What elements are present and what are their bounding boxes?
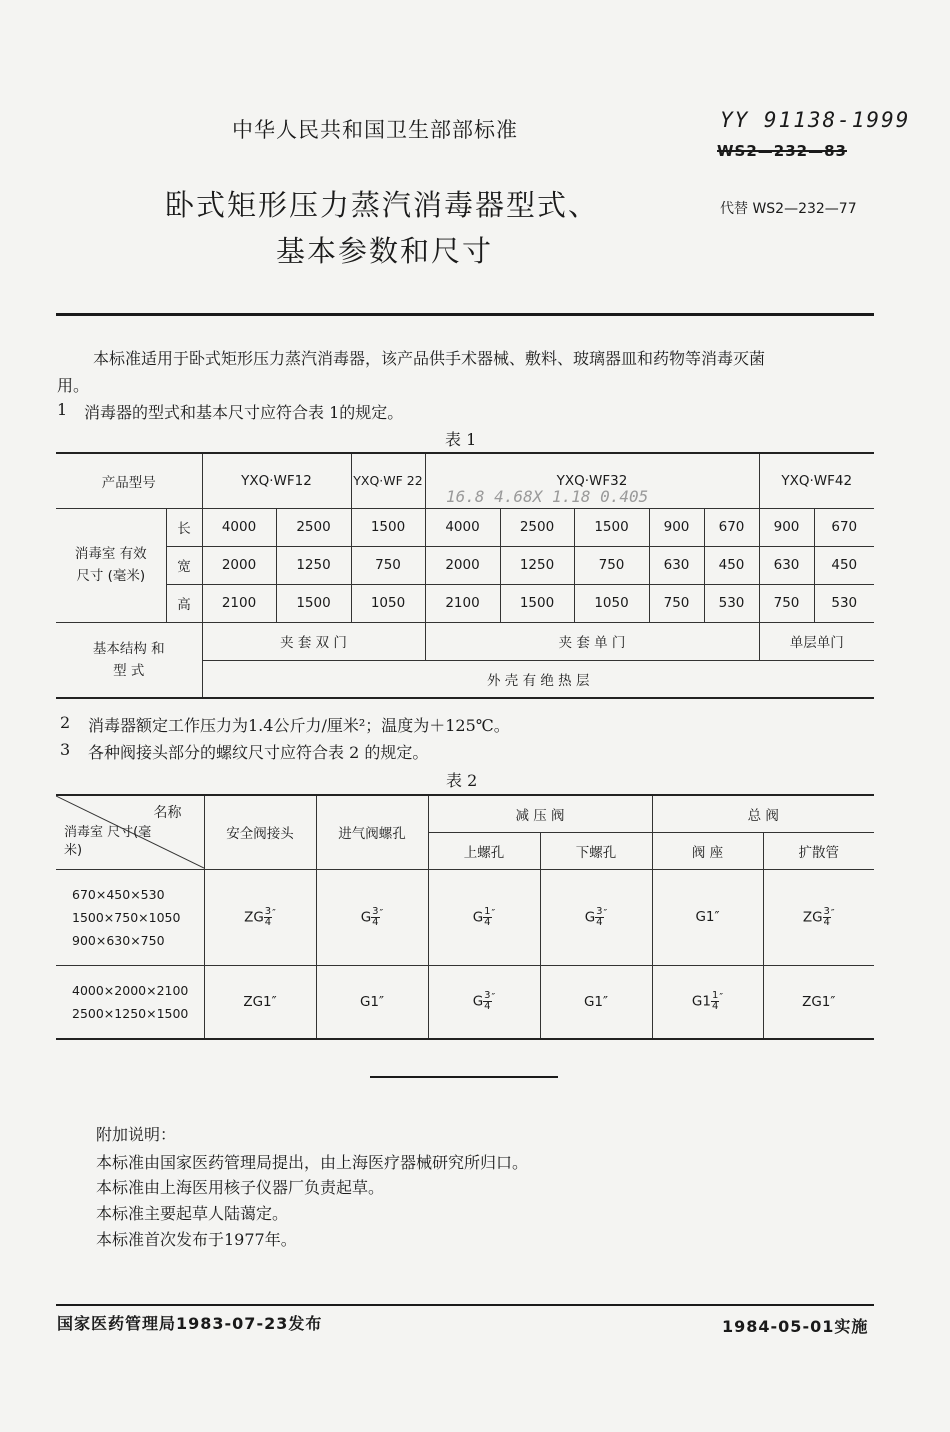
corner-size-label: 消毒室 尺寸(毫米) bbox=[64, 825, 152, 858]
row2-lower: G1″ bbox=[540, 965, 652, 1039]
row2-safety: ZG1″ bbox=[204, 965, 316, 1039]
length-cell: 2500 bbox=[500, 508, 574, 546]
model-wf32: YXQ·WF32 bbox=[425, 453, 759, 508]
sub-lower-thread: 下螺孔 bbox=[540, 832, 652, 869]
group-main-valve: 总 阀 bbox=[652, 795, 874, 832]
row2-sizes bbox=[56, 965, 204, 1039]
height-cell: 1050 bbox=[351, 584, 425, 622]
end-rule bbox=[370, 1076, 558, 1078]
width-cell: 750 bbox=[574, 546, 649, 584]
clause-3-text: 各种阀接头部分的螺纹尺寸应符合表 2 的规定。 bbox=[88, 743, 429, 762]
height-cell: 750 bbox=[649, 584, 704, 622]
group-reducing-valve: 减 压 阀 bbox=[428, 795, 652, 832]
thread-prefix: G bbox=[472, 909, 484, 925]
height-cell: 530 bbox=[704, 584, 759, 622]
length-cell: 900 bbox=[759, 508, 814, 546]
thread-prefix: ZG bbox=[802, 909, 823, 925]
fraction: $\frac{3}{4}$ bbox=[823, 905, 830, 928]
row1-sizes bbox=[56, 869, 204, 965]
dim-label-length: 长 bbox=[166, 508, 202, 546]
width-cell: 630 bbox=[759, 546, 814, 584]
row1-safety: ZG $\frac{3}{4}$ ″ bbox=[204, 869, 316, 965]
length-cell: 1500 bbox=[351, 508, 425, 546]
table-2-corner bbox=[56, 795, 204, 869]
note-line: 本标准首次发布于1977年。 bbox=[96, 1230, 297, 1249]
title-line-1: 卧式矩形压力蒸汽消毒器型式、 bbox=[165, 188, 600, 222]
height-cell: 750 bbox=[759, 584, 814, 622]
structure-header: 基本结构 和 型 式 bbox=[56, 622, 202, 698]
height-cell: 1500 bbox=[276, 584, 351, 622]
size-line: 1500×750×1050 bbox=[72, 909, 181, 925]
width-cell: 2000 bbox=[202, 546, 276, 584]
structure-single-door: 夹 套 单 门 bbox=[425, 622, 759, 660]
length-cell: 4000 bbox=[202, 508, 276, 546]
shell-insulation: 外 壳 有 绝 热 层 bbox=[202, 660, 874, 698]
title-line-2: 基本参数和尺寸 bbox=[276, 234, 494, 268]
notes-heading: 附加说明： bbox=[96, 1125, 177, 1144]
replaces-note: 代替 WS2—232—77 bbox=[720, 201, 857, 217]
height-cell: 1500 bbox=[500, 584, 574, 622]
table-2 bbox=[56, 794, 874, 1040]
length-cell: 4000 bbox=[425, 508, 500, 546]
width-cell: 450 bbox=[704, 546, 759, 584]
dim-label-height: 高 bbox=[166, 584, 202, 622]
clause-2-text: 消毒器额定工作压力为1.4公斤力/厘米²；温度为＋125℃。 bbox=[88, 716, 510, 735]
note-line: 本标准由上海医用核子仪器厂负责起草。 bbox=[96, 1178, 385, 1197]
fraction: $\frac{3}{4}$ bbox=[372, 905, 379, 928]
width-cell: 750 bbox=[351, 546, 425, 584]
struck-old-code: WS2—232—83 bbox=[717, 142, 847, 160]
handwritten-standard-code: YY 91138-1999 bbox=[720, 108, 911, 132]
thread-prefix: G1 bbox=[691, 993, 711, 1010]
length-cell: 670 bbox=[814, 508, 874, 546]
table-2-caption: 表 2 bbox=[446, 771, 478, 790]
model-header: 产品型号 bbox=[56, 453, 202, 508]
size-line: 4000×2000×2100 bbox=[72, 982, 189, 998]
clause-2-number: 2 bbox=[60, 713, 71, 732]
dimension-header: 消毒室 有效尺寸 (毫米) bbox=[56, 508, 166, 622]
dim-label-width: 宽 bbox=[166, 546, 202, 584]
height-cell: 1050 bbox=[574, 584, 649, 622]
clause-3-number: 3 bbox=[60, 740, 71, 759]
row1-upper: G $\frac{1}{4}$ ″ bbox=[428, 869, 540, 965]
size-line: 2500×1250×1500 bbox=[72, 1005, 189, 1021]
row1-lower: G $\frac{3}{4}$ ″ bbox=[540, 869, 652, 965]
length-cell: 670 bbox=[704, 508, 759, 546]
row2-diffuser: ZG1″ bbox=[763, 965, 874, 1039]
row2-upper: G $\frac{3}{4}$ ″ bbox=[428, 965, 540, 1039]
sub-valve-seat: 阀 座 bbox=[652, 832, 763, 869]
table-1-caption: 表 1 bbox=[445, 430, 477, 449]
size-line: 670×450×530 bbox=[72, 886, 165, 902]
width-cell: 1250 bbox=[276, 546, 351, 584]
width-cell: 450 bbox=[814, 546, 874, 584]
model-wf42: YXQ·WF42 bbox=[759, 453, 874, 508]
row1-seat: G1″ bbox=[652, 869, 763, 965]
note-line: 本标准由国家医药管理局提出，由上海医疗器械研究所归口。 bbox=[96, 1153, 529, 1172]
corner-name-label: 名称 bbox=[153, 805, 182, 821]
row1-diffuser: ZG $\frac{3}{4}$ ″ bbox=[763, 869, 874, 965]
clause-1-text: 消毒器的型式和基本尺寸应符合表 1的规定。 bbox=[84, 403, 404, 422]
model-wf22: YXQ·WF 22 bbox=[351, 453, 425, 508]
issuing-org: 中华人民共和国卫生部部标准 bbox=[232, 118, 518, 142]
thread-prefix: G bbox=[360, 909, 372, 925]
height-cell: 530 bbox=[814, 584, 874, 622]
width-cell: 630 bbox=[649, 546, 704, 584]
thread-prefix: ZG bbox=[244, 909, 264, 925]
length-cell: 2500 bbox=[276, 508, 351, 546]
model-wf12: YXQ·WF12 bbox=[202, 453, 351, 508]
clause-1-number: 1 bbox=[57, 400, 68, 419]
footer-rule bbox=[56, 1304, 874, 1306]
structure-double-door: 夹 套 双 门 bbox=[202, 622, 425, 660]
fraction: $\frac{1}{4}$ bbox=[711, 990, 719, 1013]
fraction: $\frac{1}{4}$ bbox=[484, 905, 491, 928]
length-cell: 900 bbox=[649, 508, 704, 546]
size-line: 900×630×750 bbox=[72, 932, 165, 948]
col-inlet-valve: 进气阀螺孔 bbox=[316, 795, 428, 869]
intro-line-1: 本标准适用于卧式矩形压力蒸汽消毒器，该产品供手术器械、敷料、玻璃器皿和药物等消毒灭菌 bbox=[93, 349, 766, 368]
fraction: $\frac{3}{4}$ bbox=[596, 905, 603, 928]
row2-inlet: G1″ bbox=[316, 965, 428, 1039]
height-cell: 2100 bbox=[202, 584, 276, 622]
width-cell: 1250 bbox=[500, 546, 574, 584]
sub-diffuser: 扩散管 bbox=[763, 832, 874, 869]
col-safety-valve: 安全阀接头 bbox=[204, 795, 316, 869]
thread-prefix: G bbox=[472, 993, 484, 1010]
note-line: 本标准主要起草人陆蔼定。 bbox=[96, 1204, 289, 1223]
length-cell: 1500 bbox=[574, 508, 649, 546]
pencil-annotation: 16.8 4.68X 1.18 0.405 bbox=[446, 487, 649, 506]
effective-date: 1984-05-01实施 bbox=[722, 1317, 869, 1336]
fraction: $\frac{3}{4}$ bbox=[264, 905, 272, 928]
row1-inlet: G $\frac{3}{4}$ ″ bbox=[316, 869, 428, 965]
fraction: $\frac{3}{4}$ bbox=[484, 990, 491, 1013]
structure-single-layer: 单层单门 bbox=[759, 622, 874, 660]
issue-date: 国家医药管理局1983-07-23发布 bbox=[57, 1314, 323, 1333]
thread-prefix: G bbox=[584, 909, 596, 925]
height-cell: 2100 bbox=[425, 584, 500, 622]
row2-seat: G1 $\frac{1}{4}$ ″ bbox=[652, 965, 763, 1039]
sub-upper-thread: 上螺孔 bbox=[428, 832, 540, 869]
intro-line-2: 用。 bbox=[57, 376, 90, 395]
header-rule bbox=[56, 313, 874, 316]
width-cell: 2000 bbox=[425, 546, 500, 584]
